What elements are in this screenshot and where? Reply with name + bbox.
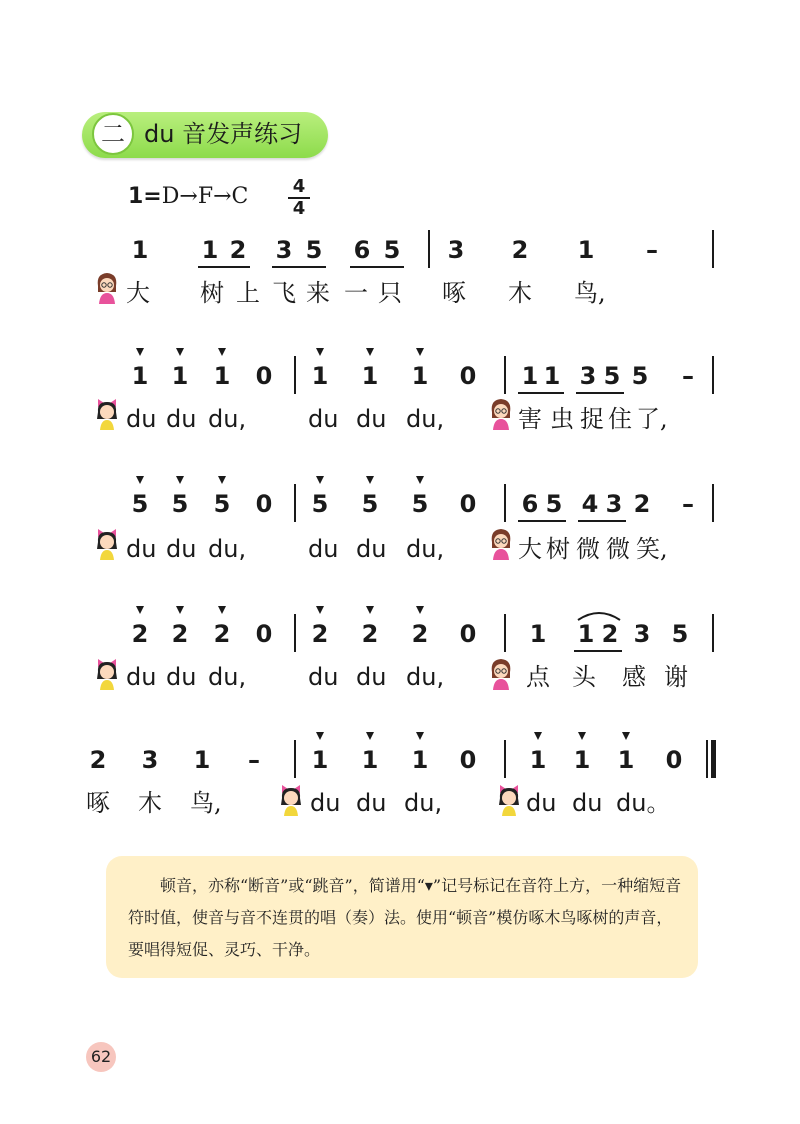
note: 1 bbox=[543, 362, 561, 390]
note: 4 bbox=[581, 490, 599, 518]
lyric: du, bbox=[208, 405, 247, 433]
note: 1 bbox=[529, 746, 547, 774]
underline bbox=[578, 520, 626, 522]
lyric: du bbox=[166, 535, 197, 563]
note: 0 bbox=[255, 362, 273, 390]
note: 1 bbox=[573, 746, 591, 774]
note: 2 bbox=[411, 620, 429, 648]
lyric: du, bbox=[406, 535, 445, 563]
lyric: du bbox=[308, 535, 339, 563]
underline bbox=[350, 266, 404, 268]
note: 2 bbox=[361, 620, 379, 648]
staccato-mark bbox=[416, 348, 424, 356]
section-number: 二 bbox=[92, 113, 134, 155]
lyric: du, bbox=[404, 789, 443, 817]
staccato-mark bbox=[176, 606, 184, 614]
key-signature bbox=[128, 184, 248, 209]
underline bbox=[198, 266, 250, 268]
note: 1 bbox=[213, 362, 231, 390]
lyric: du bbox=[356, 663, 387, 691]
note: 2 bbox=[601, 620, 619, 648]
lyric: 谢 bbox=[664, 663, 688, 691]
lyric: 大 bbox=[518, 535, 542, 563]
lyric: du, bbox=[208, 535, 247, 563]
note: 3 bbox=[633, 620, 651, 648]
page-number: 62 bbox=[86, 1042, 116, 1072]
note: 5 bbox=[171, 490, 189, 518]
note: 1 bbox=[131, 362, 149, 390]
barline bbox=[294, 740, 296, 778]
staccato-mark bbox=[176, 476, 184, 484]
staccato-mark bbox=[416, 732, 424, 740]
girl-with-glasses-icon bbox=[486, 396, 516, 430]
girl-with-bow-icon bbox=[92, 656, 122, 690]
lyric: 微 bbox=[606, 535, 630, 563]
lyric: du, bbox=[406, 663, 445, 691]
time-signature bbox=[288, 178, 310, 218]
note: 1 bbox=[361, 746, 379, 774]
girl-with-glasses-icon bbox=[486, 656, 516, 690]
girl-with-glasses-icon bbox=[92, 270, 122, 304]
note: 1 bbox=[311, 746, 329, 774]
lyric: 啄 bbox=[442, 279, 466, 307]
note: 5 bbox=[671, 620, 689, 648]
note: 6 bbox=[521, 490, 539, 518]
note: 3 bbox=[141, 746, 159, 774]
girl-with-bow-icon bbox=[494, 782, 524, 816]
lyric: 只 bbox=[378, 279, 402, 307]
lyric: 鸟, bbox=[574, 279, 606, 307]
note: 3 bbox=[605, 490, 623, 518]
barline bbox=[712, 614, 714, 652]
underline bbox=[518, 520, 566, 522]
staccato-mark bbox=[534, 732, 542, 740]
key-text: D→F→C bbox=[161, 184, 249, 209]
staccato-mark bbox=[176, 348, 184, 356]
staccato-note-text: 顿音，亦称“断音”或“跳音”，简谱用“▾”记号标记在音符上方，一种缩短音符时值，使音与音不连贯的唱（奏）法。使用“顿音”模仿啄木鸟啄树的声音，要唱得短促、灵巧、干净。 bbox=[128, 876, 682, 959]
lyric: 了, bbox=[636, 405, 668, 433]
lyric: du bbox=[166, 405, 197, 433]
note: 1 bbox=[529, 620, 547, 648]
time-top: 4 bbox=[292, 176, 306, 197]
final-barline-thin bbox=[706, 740, 708, 778]
girl-with-bow-icon bbox=[92, 396, 122, 430]
staccato-mark bbox=[136, 606, 144, 614]
note: 1 bbox=[617, 746, 635, 774]
staccato-mark bbox=[316, 348, 324, 356]
note: 3 bbox=[579, 362, 597, 390]
note: 1 bbox=[521, 362, 539, 390]
note: 0 bbox=[665, 746, 683, 774]
barline bbox=[428, 230, 430, 268]
staccato-mark bbox=[366, 476, 374, 484]
lyric: 啄 bbox=[86, 789, 110, 817]
key-prefix: 1= bbox=[128, 184, 162, 209]
note: 5 bbox=[131, 490, 149, 518]
note: 2 bbox=[171, 620, 189, 648]
lyric: 虫 bbox=[550, 405, 574, 433]
note: 3 bbox=[447, 236, 465, 264]
lyric: du bbox=[356, 405, 387, 433]
lyric: 一 bbox=[344, 279, 368, 307]
lyric: 感 bbox=[622, 663, 646, 691]
lyric: du。 bbox=[616, 789, 671, 817]
note: 1 bbox=[411, 362, 429, 390]
note: 6 bbox=[353, 236, 371, 264]
lyric: du bbox=[126, 663, 157, 691]
staccato-mark bbox=[366, 606, 374, 614]
lyric: du bbox=[356, 535, 387, 563]
staccato-mark bbox=[316, 732, 324, 740]
note: 2 bbox=[511, 236, 529, 264]
final-barline-thick bbox=[711, 740, 716, 778]
section-title: du 音发声练习 bbox=[144, 120, 303, 148]
lyric: 飞 bbox=[272, 279, 296, 307]
time-bottom: 4 bbox=[292, 198, 306, 219]
note: 0 bbox=[459, 362, 477, 390]
note: 1 bbox=[411, 746, 429, 774]
staccato-mark bbox=[136, 348, 144, 356]
note: 5 bbox=[603, 362, 621, 390]
lyric: 木 bbox=[138, 789, 162, 817]
staccato-mark bbox=[316, 476, 324, 484]
staccato-mark bbox=[366, 348, 374, 356]
dash: – bbox=[248, 746, 260, 774]
staccato-mark bbox=[416, 606, 424, 614]
barline bbox=[504, 484, 506, 522]
note: 0 bbox=[459, 490, 477, 518]
note: 1 bbox=[577, 620, 595, 648]
lyric: du bbox=[572, 789, 603, 817]
note: 2 bbox=[213, 620, 231, 648]
lyric: du bbox=[308, 405, 339, 433]
barline bbox=[294, 356, 296, 394]
barline bbox=[712, 484, 714, 522]
lyric: du bbox=[356, 789, 387, 817]
barline bbox=[712, 356, 714, 394]
note: 5 bbox=[305, 236, 323, 264]
lyric: du bbox=[166, 663, 197, 691]
lyric: 木 bbox=[508, 279, 532, 307]
note: 5 bbox=[631, 362, 649, 390]
girl-with-bow-icon bbox=[276, 782, 306, 816]
note: 1 bbox=[361, 362, 379, 390]
barline bbox=[712, 230, 714, 268]
dash: – bbox=[682, 362, 694, 390]
lyric: 来 bbox=[306, 279, 330, 307]
note: 1 bbox=[577, 236, 595, 264]
note: 5 bbox=[213, 490, 231, 518]
lyric: 点 bbox=[526, 663, 550, 691]
lyric: 微 bbox=[576, 535, 600, 563]
barline bbox=[504, 356, 506, 394]
note: 1 bbox=[171, 362, 189, 390]
barline bbox=[504, 740, 506, 778]
lyric: 头 bbox=[572, 663, 596, 691]
staccato-mark bbox=[366, 732, 374, 740]
underline bbox=[576, 392, 624, 394]
girl-with-bow-icon bbox=[92, 526, 122, 560]
underline bbox=[574, 650, 622, 652]
lyric: du, bbox=[406, 405, 445, 433]
underline bbox=[272, 266, 326, 268]
staccato-mark bbox=[316, 606, 324, 614]
staccato-mark bbox=[622, 732, 630, 740]
lyric: 害 bbox=[518, 405, 542, 433]
note: 3 bbox=[275, 236, 293, 264]
note: 2 bbox=[311, 620, 329, 648]
lyric: 笑, bbox=[636, 535, 668, 563]
note: 1 bbox=[311, 362, 329, 390]
dash: – bbox=[682, 490, 694, 518]
note: 0 bbox=[255, 620, 273, 648]
note: 1 bbox=[193, 746, 211, 774]
lyric: du bbox=[310, 789, 341, 817]
barline bbox=[294, 614, 296, 652]
note: 2 bbox=[89, 746, 107, 774]
lyric: 树 bbox=[546, 535, 570, 563]
note: 1 bbox=[131, 236, 149, 264]
lyric: du bbox=[126, 535, 157, 563]
lyric: du bbox=[308, 663, 339, 691]
note: 5 bbox=[383, 236, 401, 264]
note: 5 bbox=[411, 490, 429, 518]
note: 5 bbox=[361, 490, 379, 518]
lyric: 树 bbox=[200, 279, 224, 307]
lyric: 捉 bbox=[580, 405, 604, 433]
lyric: du bbox=[526, 789, 557, 817]
lyric: du bbox=[126, 405, 157, 433]
lyric: 大 bbox=[126, 279, 150, 307]
underline bbox=[518, 392, 564, 394]
staccato-mark bbox=[218, 476, 226, 484]
dash: – bbox=[646, 236, 658, 264]
note: 0 bbox=[459, 746, 477, 774]
note: 5 bbox=[311, 490, 329, 518]
barline bbox=[504, 614, 506, 652]
note: 2 bbox=[633, 490, 651, 518]
note: 5 bbox=[545, 490, 563, 518]
lyric: 上 bbox=[236, 279, 260, 307]
barline bbox=[294, 484, 296, 522]
note: 2 bbox=[131, 620, 149, 648]
staccato-mark bbox=[136, 476, 144, 484]
lyric: 鸟, bbox=[190, 789, 222, 817]
note: 1 bbox=[201, 236, 219, 264]
girl-with-glasses-icon bbox=[486, 526, 516, 560]
staccato-mark bbox=[416, 476, 424, 484]
lyric: 住 bbox=[608, 405, 632, 433]
lyric: du, bbox=[208, 663, 247, 691]
staccato-mark bbox=[578, 732, 586, 740]
staccato-mark bbox=[218, 606, 226, 614]
note: 0 bbox=[459, 620, 477, 648]
staccato-mark bbox=[218, 348, 226, 356]
note: 0 bbox=[255, 490, 273, 518]
note: 2 bbox=[229, 236, 247, 264]
